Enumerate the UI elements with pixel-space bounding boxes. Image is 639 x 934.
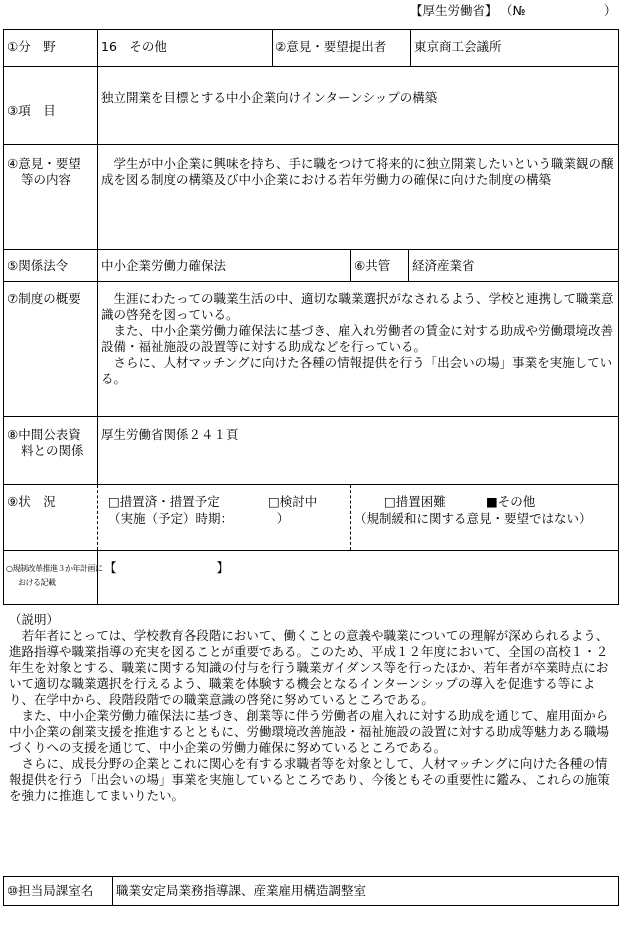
column-divider (350, 249, 351, 281)
submitter-value: 東京商工会議所 (414, 39, 502, 54)
frame-right-upper (618, 29, 619, 604)
row-divider (3, 66, 619, 67)
jurisdiction-value: 経済産業省 (412, 258, 475, 273)
status-option-reviewing: □検討中 (268, 494, 318, 509)
explanation-heading: （説明） (9, 612, 60, 627)
explanation-body (9, 628, 616, 804)
item-value: 独立開業を目標とする中小企業向けインターンシップの構築 (101, 90, 438, 105)
item-label: ③項 目 (7, 103, 56, 118)
label-column-divider (97, 29, 98, 484)
request-label-1: ④意見・要望 (7, 156, 81, 171)
field-label: ①分 野 (7, 39, 56, 54)
department-value: 職業安定局業務指導課、産業雇用構造調整室 (116, 883, 367, 898)
column-divider (410, 29, 411, 66)
system-overview (101, 291, 614, 387)
row-divider (3, 550, 619, 551)
explanation-paragraph: さらに、成長分野の企業とこれに関心を有する求職者等を対象として、人材マッチングに向けた各種の情報提供を行う「出会いの場」事業を実施しているところであり、今後ともその重要性に鑑み、これらの施策を強力に推進してまいりたい。 (9, 756, 610, 803)
status-option-implemented-timing: （実施（予定）時期： ） (108, 511, 290, 526)
frame-left-upper (3, 29, 4, 604)
request-label-2: 等の内容 (21, 172, 72, 187)
ministry-label: 【厚生労働省】 (410, 3, 498, 18)
system-paragraph: また、中小企業労働力確保法に基づき、雇入れ労働者の賃金に対する助成や労働環境改善設備・福祉施設の設置等に対する助成などを行っている。 (101, 323, 614, 354)
interim-label-2: 料との関係 (21, 443, 84, 458)
column-divider (408, 249, 409, 281)
status-option-other: ■その他 (486, 494, 536, 509)
plan-value: 【 】 (104, 560, 230, 575)
column-divider (272, 29, 273, 66)
row-divider (3, 144, 619, 145)
row-divider (3, 416, 619, 417)
jurisdiction-label: ⑥共管 (354, 258, 391, 273)
system-paragraph: 生涯にわたっての職業生活の中、適切な職業選択がなされるよう、学校と連携して職業意識の啓発を図っている。 (101, 291, 614, 322)
footer-right-border (618, 876, 619, 906)
explanation-paragraph: 若年者にとっては、学校教育各段階において、働くことの意義や職業についての理解が深められるよう、進路指導や職業指導の充実を図ることが重要である。このため、平成１２年度において、全国の高校１・２年生を対象とする、職業に関する知識の付与を行う職業ガイダンス等を行ったほか、若年者が卒業時点において適切な職業選択を行えるよう、職業を体験する機会となるインターンシップの導入を促進する等により、在学中から、段階段階での職業意識の啓発に努めているところである。 (9, 628, 609, 707)
row-divider (3, 249, 619, 250)
status-label: ⑨状 況 (7, 494, 56, 509)
system-paragraph: さらに、人材マッチングに向けた各種の情報提供を行う「出会いの場」事業を実施している。 (101, 355, 613, 386)
row-divider (3, 281, 619, 282)
interim-value: 厚生労働省関係２４１頁 (101, 427, 239, 442)
law-value: 中小企業労働力確保法 (101, 258, 227, 273)
department-label: ⑩担当局課室名 (7, 883, 94, 898)
dashed-divider (350, 485, 351, 550)
status-option-difficult: □措置困難 (384, 494, 446, 509)
request-content: 学生が中小企業に興味を持ち、手に職をつけて将来的に独立開業したいという職業観の醸成を図る制度の構築及び中小企業における若年労働力の確保に向けた制度の構築 (101, 156, 614, 187)
frame-top (3, 29, 619, 30)
system-label: ⑦制度の概要 (7, 291, 81, 306)
row-divider (3, 484, 619, 485)
status-option-implemented: □措置済・措置予定 (108, 494, 220, 509)
footer-divider (112, 876, 113, 906)
field-value: 16 その他 (101, 39, 167, 54)
interim-label-1: ⑧中間公表資 (7, 427, 81, 442)
number-close: ） (604, 3, 617, 18)
plan-label-1: ○規制改革推進３か年計画に (6, 564, 103, 573)
label-column-divider (97, 550, 98, 604)
number-label: （№ (500, 3, 526, 18)
footer-top-border (3, 876, 619, 877)
submitter-label: ②意見・要望提出者 (275, 39, 387, 54)
explanation-paragraph: また、中小企業労働力確保法に基づき、創業等に伴う労働者の雇入れに対する助成を通じて、雇用面から中小企業の創業支援を推進するとともに、労働環境改善施設・福祉施設の設置に対する助成等魅力ある職場づくりへの支援を通じて、中小企業の労働力確保に努めているところである。 (9, 708, 610, 755)
footer-left-border (3, 876, 4, 906)
footer-bottom-border (3, 905, 619, 906)
dashed-divider (97, 485, 98, 550)
plan-label-2: おける記載 (18, 578, 56, 587)
law-label: ⑤関係法令 (7, 258, 69, 273)
row-divider (3, 604, 619, 605)
status-other-note: （規制緩和に関する意見・要望ではない） (354, 511, 592, 526)
